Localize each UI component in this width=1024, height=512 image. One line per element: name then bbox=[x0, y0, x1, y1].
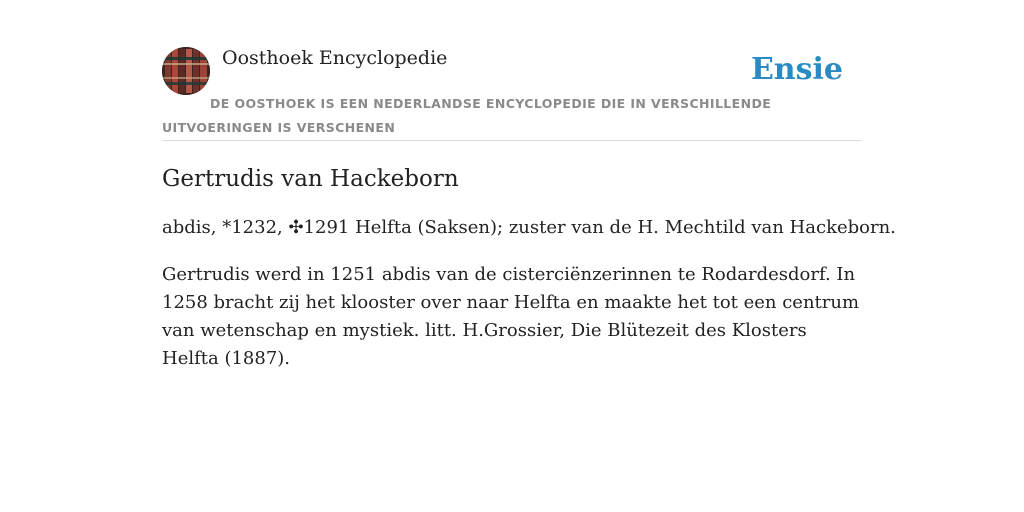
site-tagline: DE OOSTHOEK IS EEN NEDERLANDSE ENCYCLOPEDIE DIE IN VERSCHILLENDE UITVOERINGEN IS VERSCHENEN bbox=[162, 96, 772, 135]
site-header bbox=[162, 46, 862, 141]
encyclopedia-books-icon[interactable] bbox=[162, 47, 210, 95]
brand-logo[interactable]: Ensie bbox=[750, 52, 843, 87]
article-body: Gertrudis werd in 1251 abdis van de cisterciënzerinnen te Rodardesdorf. In 1258 bracht zij het klooster over naar Helfta en maakte het tot een centrum van wetenschap en mystiek. litt. H.Grossier, Die Blütezeit des Klosters Helfta (1887). bbox=[162, 264, 860, 369]
article-intro: abdis, *1232, ✣1291 Helfta (Saksen); zuster van de H. Mechtild van Hackeborn. bbox=[162, 217, 896, 238]
article bbox=[162, 160, 896, 373]
site-title[interactable]: Oosthoek Encyclopedie bbox=[222, 47, 448, 69]
article-title: Gertrudis van Hackeborn bbox=[162, 166, 459, 192]
